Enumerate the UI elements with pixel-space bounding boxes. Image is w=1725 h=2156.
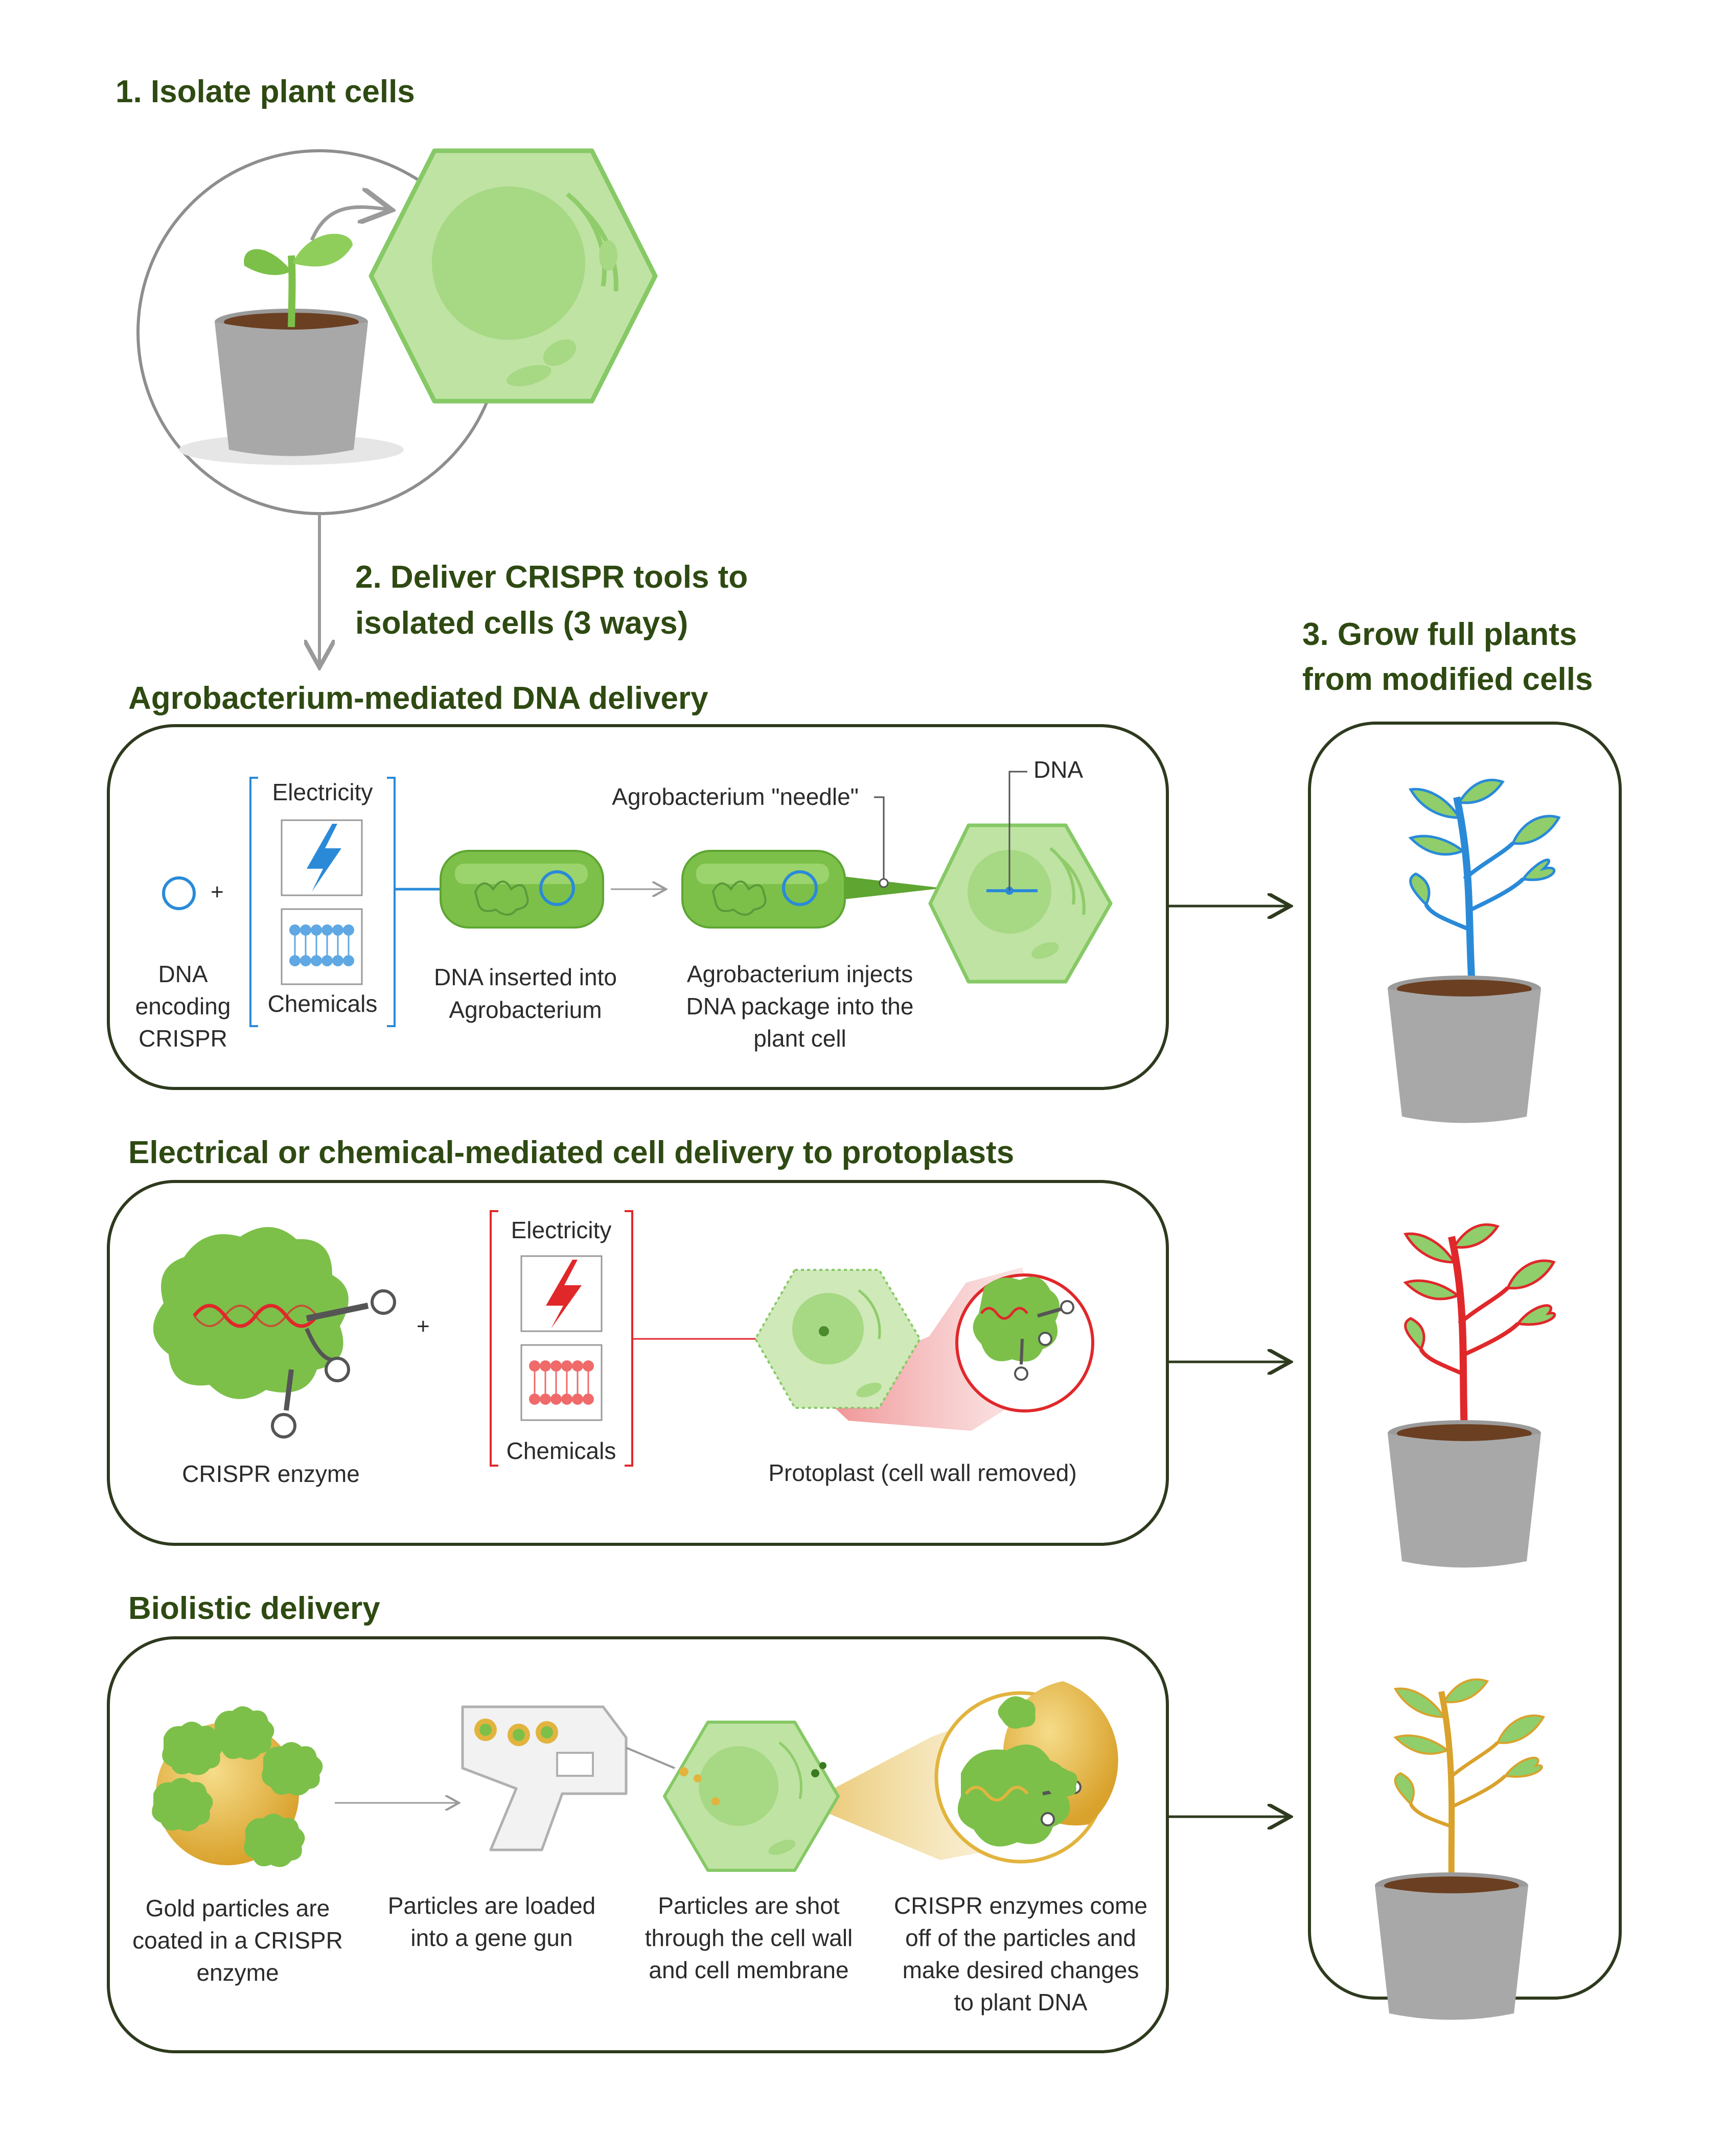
crispr-enzyme-large bbox=[153, 1227, 395, 1437]
inserted-label-line2: Agrobacterium bbox=[449, 996, 602, 1023]
shot-label-line2: through the cell wall bbox=[645, 1925, 853, 1951]
injects-label-line1: Agrobacterium injects bbox=[686, 961, 913, 987]
plant-cell-isolation-illustration bbox=[138, 151, 655, 514]
electro-electricity-label: Electricity bbox=[511, 1217, 612, 1243]
dna-label-line1: DNA bbox=[158, 961, 208, 987]
gold-label-line2: coated in a CRISPR bbox=[132, 1927, 343, 1954]
enzyme-label: CRISPR enzyme bbox=[182, 1460, 360, 1487]
plant-red bbox=[1388, 1224, 1555, 1567]
biolistic-title: Biolistic delivery bbox=[128, 1591, 380, 1626]
step1-heading: 1. Isolate plant cells bbox=[116, 74, 415, 109]
dna-label-line3: CRISPR bbox=[139, 1025, 227, 1052]
electro-title: Electrical or chemical-mediated cell delivery to protoplasts bbox=[128, 1135, 1015, 1170]
inserted-label-line1: DNA inserted into bbox=[434, 964, 617, 990]
step3-heading-line2: from modified cells bbox=[1302, 662, 1593, 697]
gun-label-line1: Particles are loaded bbox=[387, 1892, 596, 1919]
agro-chemicals-label: Chemicals bbox=[267, 990, 378, 1017]
plant-cell-hexagon bbox=[371, 151, 655, 401]
dna-plasmid bbox=[164, 878, 194, 909]
agro-chemicals-box bbox=[282, 909, 362, 984]
electro-chemicals-box bbox=[521, 1345, 602, 1420]
step2-heading-line1: 2. Deliver CRISPR tools to bbox=[355, 560, 748, 595]
agro-electricity-label: Electricity bbox=[272, 779, 373, 805]
electro-contents bbox=[153, 1211, 1093, 1487]
protoplast-label: Protoplast (cell wall removed) bbox=[768, 1459, 1077, 1486]
come-label-line4: to plant DNA bbox=[954, 1989, 1088, 2015]
biolistic-zoom-circle bbox=[936, 1681, 1118, 1862]
dna-callout-label: DNA bbox=[1033, 756, 1084, 783]
gold-label-line3: enzyme bbox=[196, 1959, 279, 1986]
agro-title: Agrobacterium-mediated DNA delivery bbox=[128, 681, 708, 716]
injects-label-line3: plant cell bbox=[753, 1025, 846, 1052]
needle-label: Agrobacterium "needle" bbox=[612, 783, 859, 810]
agro-plant-cell bbox=[930, 772, 1111, 982]
gold-label-line1: Gold particles are bbox=[145, 1895, 330, 1921]
electro-chemicals-label: Chemicals bbox=[506, 1438, 616, 1464]
step3-heading-line1: 3. Grow full plants bbox=[1302, 617, 1577, 652]
come-label-line2: off of the particles and bbox=[905, 1925, 1136, 1951]
biolistic-contents bbox=[132, 1681, 1147, 2015]
electro-plus: + bbox=[417, 1314, 430, 1339]
gun-label-line2: into a gene gun bbox=[410, 1925, 573, 1951]
gold-particle bbox=[152, 1706, 323, 1867]
gene-gun-icon bbox=[463, 1707, 675, 1850]
come-label-line1: CRISPR enzymes come bbox=[894, 1892, 1147, 1919]
protoplast-cell bbox=[755, 1267, 1093, 1431]
shot-label-line1: Particles are shot bbox=[658, 1892, 840, 1919]
plant-gold bbox=[1375, 1679, 1544, 2020]
injects-label-line2: DNA package into the bbox=[686, 993, 914, 1019]
plant-blue bbox=[1388, 780, 1559, 1123]
shot-label-line3: and cell membrane bbox=[649, 1957, 849, 1983]
agrobacterium-2 bbox=[682, 851, 943, 928]
dna-label-line2: encoding bbox=[135, 993, 231, 1019]
come-label-line3: make desired changes bbox=[902, 1957, 1139, 1983]
agrobacterium-1 bbox=[441, 851, 603, 928]
agro-contents bbox=[135, 756, 1111, 1052]
agro-plus: + bbox=[211, 879, 224, 905]
step2-heading-line2: isolated cells (3 ways) bbox=[355, 606, 688, 641]
